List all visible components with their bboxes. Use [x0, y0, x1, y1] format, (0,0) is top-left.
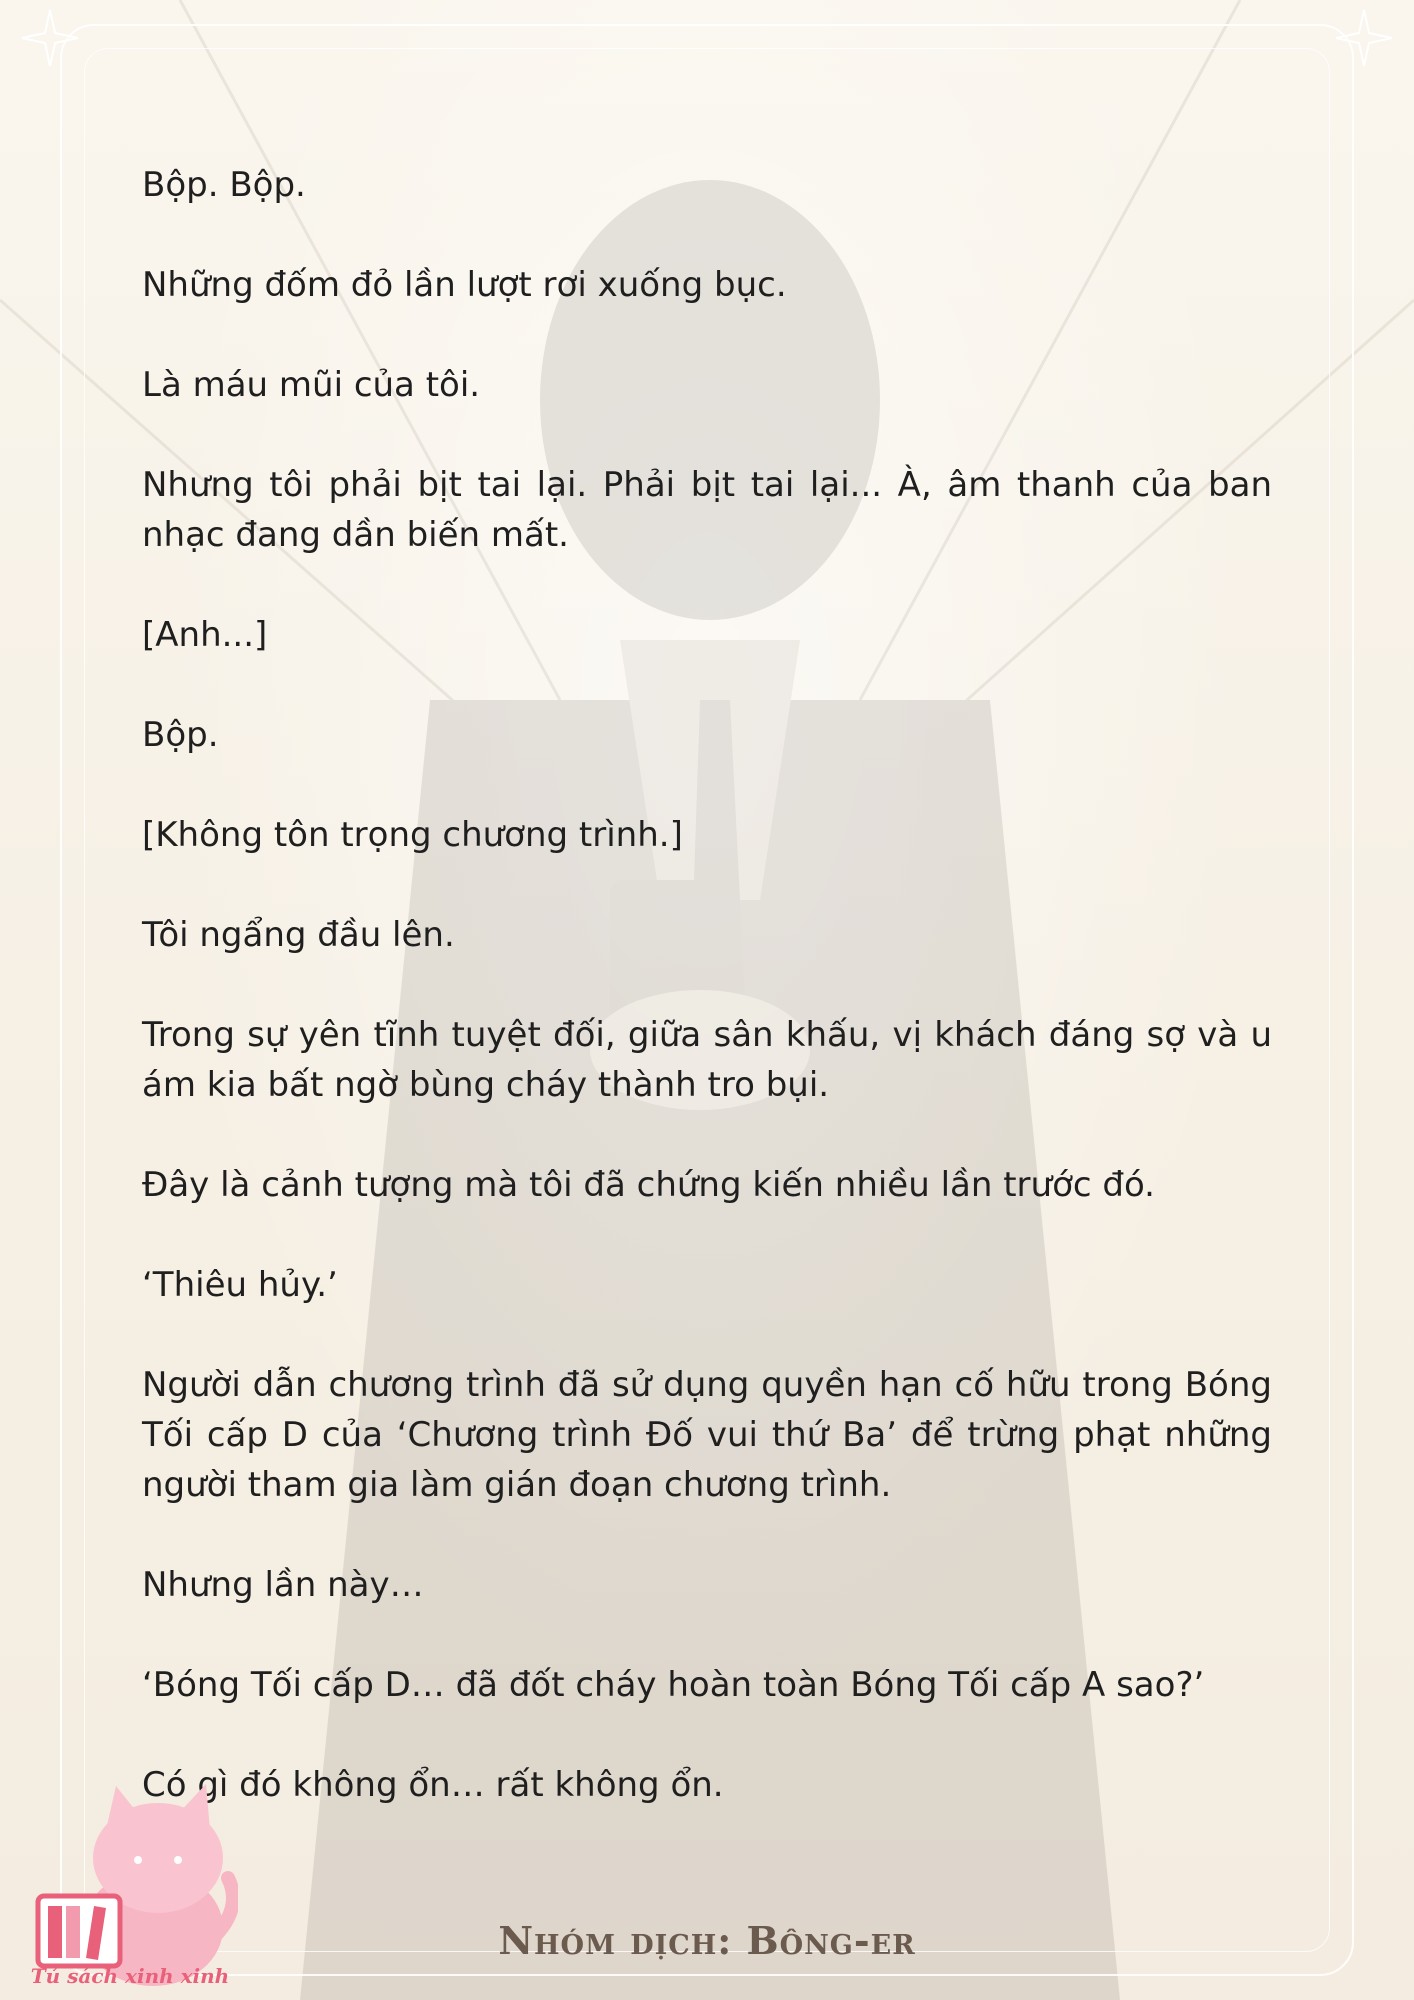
- paragraph: ‘Thiêu hủy.’: [142, 1265, 338, 1305]
- paragraph: [Không tôn trọng chương trình.]: [142, 815, 683, 855]
- sparkle-icon: [20, 8, 80, 68]
- chapter-text: [142, 160, 1272, 1860]
- paragraph: Là máu mũi của tôi.: [142, 365, 481, 405]
- paragraph: Nhưng tôi phải bịt tai lại. Phải bịt tai lại... À, âm thanh của ban nhạc đang dần biến mất.: [142, 465, 1272, 555]
- sparkle-icon: [1334, 8, 1394, 68]
- paragraph: Tôi ngẩng đầu lên.: [142, 915, 455, 955]
- paragraph: Có gì đó không ổn… rất không ổn.: [142, 1765, 724, 1805]
- logo-text: Tủ sách xinh xinh: [30, 1964, 230, 1988]
- paragraph: Bộp. Bộp.: [142, 165, 306, 205]
- paragraph: Những đốm đỏ lần lượt rơi xuống bục.: [142, 265, 787, 305]
- paragraph: Nhưng lần này…: [142, 1565, 424, 1605]
- translator-credit: Nhóm dịch: Bông-er: [498, 1918, 916, 1963]
- paragraph: Đây là cảnh tượng mà tôi đã chứng kiến nhiều lần trước đó.: [142, 1165, 1155, 1205]
- paragraph: [Anh...]: [142, 615, 268, 655]
- paragraph: ‘Bóng Tối cấp D… đã đốt cháy hoàn toàn Bóng Tối cấp A sao?’: [142, 1665, 1205, 1705]
- paragraph: Người dẫn chương trình đã sử dụng quyền hạn cố hữu trong Bóng Tối cấp D của ‘Chương trình Đố vui thứ Ba’ để trừng phạt những người tham gia làm gián đoạn chương trình.: [142, 1365, 1272, 1505]
- paragraph: Trong sự yên tĩnh tuyệt đối, giữa sân khấu, vị khách đáng sợ và u ám kia bất ngờ bùng cháy thành tro bụi.: [142, 1015, 1272, 1105]
- paragraph: Bộp.: [142, 715, 219, 755]
